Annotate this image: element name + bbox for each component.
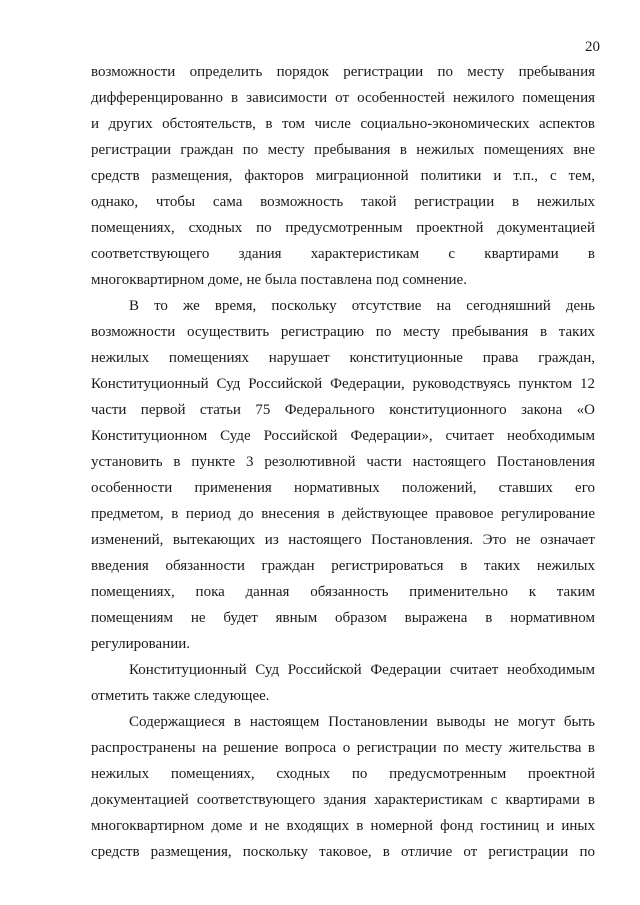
- page-number: 20: [585, 39, 600, 55]
- text-line: Конституционном Суде Российской Федерации», считает необходимым: [91, 428, 595, 444]
- text-line: установить в пункте 3 резолютивной части настоящего Постановления: [91, 454, 595, 470]
- text-line: предметом, в период до внесения в действующее правовое регулирование: [91, 506, 595, 522]
- text-line: помещениях, пока данная обязанность применительно к таким: [91, 584, 595, 600]
- text-line: В то же время, поскольку отсутствие на сегодняшний день: [129, 298, 595, 314]
- text-line: регулировании.: [91, 636, 191, 652]
- text-line: дифференцированно в зависимости от особенностей нежилого помещения: [91, 90, 595, 106]
- text-line: и других обстоятельств, в том числе социально-экономических аспектов: [91, 116, 595, 132]
- text-line: возможности осуществить регистрацию по месту пребывания в таких: [91, 324, 595, 340]
- text-line: Содержащиеся в настоящем Постановлении выводы не могут быть: [129, 714, 595, 730]
- text-line: особенности применения нормативных положений, ставших его: [91, 480, 595, 496]
- text-line: нежилых помещениях нарушает конституционные права граждан,: [91, 350, 595, 366]
- text-line: средств размещения, факторов миграционной политики и т.п., с тем,: [91, 168, 595, 184]
- text-line: многоквартирном доме и не входящих в номерной фонд гостиниц и иных: [91, 818, 595, 834]
- text-line: помещениям не будет явным образом выражена в нормативном: [91, 610, 595, 626]
- text-line: Конституционный Суд Российской Федерации считает необходимым: [129, 662, 595, 678]
- text-line: однако, чтобы сама возможность такой регистрации в нежилых: [91, 194, 595, 210]
- text-line: отметить также следующее.: [91, 688, 270, 704]
- text-line: возможности определить порядок регистрации по месту пребывания: [91, 64, 595, 80]
- text-line: многоквартирном доме, не была поставлена под сомнение.: [91, 272, 467, 288]
- text-line: помещениях, сходных по предусмотренным проектной документацией: [91, 220, 595, 236]
- text-line: документацией соответствующего здания характеристикам с квартирами в: [91, 792, 595, 808]
- body-text: [91, 59, 595, 865]
- text-line: распространены на решение вопроса о регистрации по месту жительства в: [91, 740, 595, 756]
- text-line: нежилых помещениях, сходных по предусмотренным проектной: [91, 766, 595, 782]
- text-line: средств размещения, поскольку таковое, в отличие от регистрации по: [91, 844, 595, 860]
- text-line: регистрации граждан по месту пребывания в нежилых помещениях вне: [91, 142, 595, 158]
- text-line: части первой статьи 75 Федерального конституционного закона «О: [91, 402, 595, 418]
- text-line: изменений, вытекающих из настоящего Постановления. Это не означает: [91, 532, 595, 548]
- text-line: Конституционный Суд Российской Федерации, руководствуясь пунктом 12: [91, 376, 595, 392]
- text-line: соответствующего здания характеристикам с квартирами в: [91, 246, 595, 262]
- text-line: введения обязанности граждан регистрироваться в таких нежилых: [91, 558, 595, 574]
